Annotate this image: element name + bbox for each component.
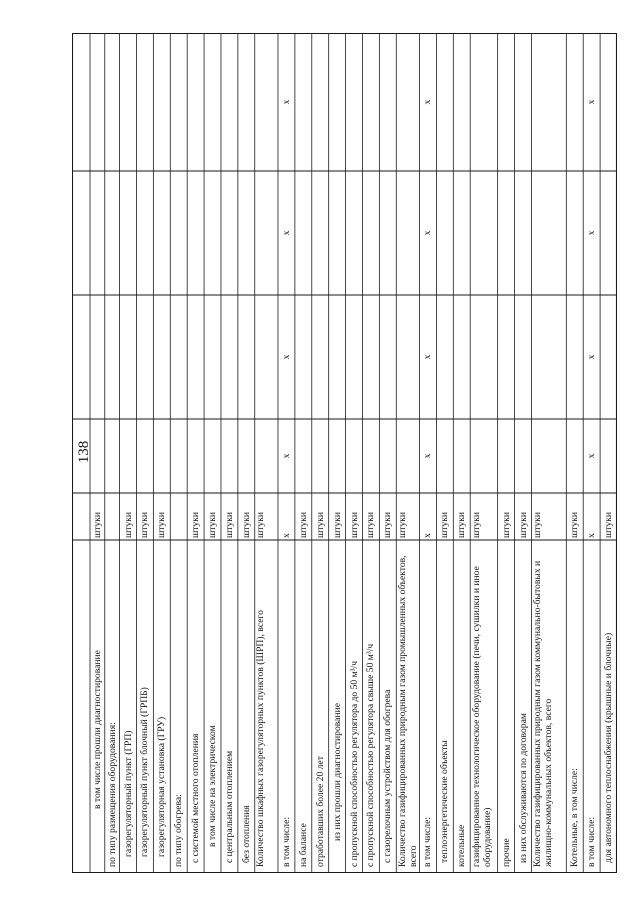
row-value: [603, 297, 617, 417]
row-value: [207, 35, 224, 169]
row-value: [501, 35, 518, 169]
row-value: [255, 35, 278, 169]
row-label: с центральным отоплением: [223, 750, 235, 863]
row-value: x: [422, 354, 434, 360]
row-value: x: [586, 99, 598, 105]
row-unit: штуки: [255, 511, 267, 538]
row-label: с пропускной способностью регулятора до 50 м³/ч: [348, 660, 360, 867]
row-unit: [107, 495, 122, 538]
row-unit: штуки: [207, 511, 218, 538]
row-label: Количество газифицированных природным газом коммунально-бытовых и жилищно-коммунальных объектов, всего: [531, 560, 554, 867]
row-unit: x: [422, 533, 434, 538]
row-unit: штуки: [500, 511, 512, 538]
row-value: [501, 297, 518, 417]
row-value: [397, 297, 420, 417]
row-label: в том числе:: [586, 816, 598, 867]
row-value: [349, 35, 366, 169]
row-value: [92, 35, 107, 169]
row-value: [397, 35, 420, 169]
row-value: [603, 35, 617, 169]
row-value: x: [422, 453, 434, 459]
row-unit: штуки: [240, 511, 252, 538]
row-value: [471, 35, 498, 169]
row-unit: штуки: [139, 511, 151, 538]
row-label: котельные: [456, 824, 468, 867]
row-value: [397, 421, 420, 491]
row-value: [349, 421, 366, 491]
row-unit: штуки: [382, 511, 394, 538]
row-value: [365, 173, 382, 293]
row-label: из них прошли диагностирование: [331, 703, 343, 841]
row-value: [532, 297, 567, 417]
row-value: [349, 297, 366, 417]
row-value: [569, 297, 586, 417]
row-value: [315, 35, 332, 169]
row-label: без отопления: [240, 805, 252, 863]
row-label: с системой местного отопления: [190, 733, 202, 863]
row-value: [439, 421, 456, 491]
row-unit: штуки: [314, 511, 326, 538]
row-label: Количество газифицированных природным газом промышленных объектов, всего: [396, 555, 419, 867]
row-value: [224, 173, 241, 293]
row-value: [123, 297, 140, 417]
row-label: по типу обогрева:: [173, 794, 185, 867]
row-value: x: [280, 354, 292, 360]
row-unit: штуки: [156, 511, 168, 538]
row-value: [190, 35, 207, 169]
row-value: [315, 421, 332, 491]
row-value: x: [586, 230, 598, 236]
row-value: [397, 173, 420, 293]
row-value: [190, 173, 207, 293]
row-value: [439, 173, 456, 293]
row-value: [255, 421, 278, 491]
row-value: [139, 421, 156, 491]
row-value: [569, 421, 586, 491]
row-value: [224, 421, 241, 491]
row-unit: штуки: [331, 511, 343, 538]
table-container: [72, 33, 617, 873]
row-value: [439, 297, 456, 417]
row-value: [107, 35, 122, 169]
row-unit: штуки: [603, 511, 615, 538]
row-value: x: [280, 230, 292, 236]
row-value: [439, 35, 456, 169]
row-value: [532, 421, 567, 491]
row-value: [92, 297, 107, 417]
row-value: [207, 421, 224, 491]
row-value: [139, 35, 156, 169]
row-unit: штуки: [297, 511, 309, 538]
row-value: [569, 35, 586, 169]
row-value: [471, 173, 498, 293]
row-value: [365, 35, 382, 169]
row-value: [173, 35, 190, 169]
row-value: [139, 173, 156, 293]
row-value: [603, 421, 617, 491]
row-value: [139, 297, 156, 417]
row-unit: x: [586, 533, 598, 538]
row-value: [92, 421, 107, 491]
page-number: 138: [76, 440, 92, 464]
row-value: [156, 35, 173, 169]
row-value: x: [422, 99, 434, 105]
row-label: по типу размещения оборудования:: [106, 722, 118, 867]
row-value: x: [586, 453, 598, 459]
row-label: теплоэнергетические объекты: [439, 740, 451, 863]
row-value: [207, 297, 224, 417]
row-unit: штуки: [456, 511, 468, 538]
row-unit: штуки: [396, 511, 408, 538]
row-label: Количество шкафных газорегуляторных пунктов (ШРП), всего: [255, 610, 267, 867]
row-value: [92, 173, 107, 293]
row-label: Котельные, в том числе:: [569, 768, 581, 867]
row-label: газорегуляторная установка (ГРУ): [156, 716, 168, 857]
row-value: x: [586, 354, 598, 360]
row-value: [298, 421, 315, 491]
row-value: [224, 297, 241, 417]
row-value: x: [280, 453, 292, 459]
row-value: [298, 35, 315, 169]
row-label: в том числе на электрическом: [207, 725, 218, 847]
row-value: [224, 35, 241, 169]
row-value: [315, 173, 332, 293]
row-value: [107, 173, 122, 293]
row-label: газифицированное технологическое оборудование (печи, сушилки и иное оборудование): [470, 566, 493, 867]
row-label: газорегуляторный пункт блочный (ГРПБ): [139, 687, 151, 857]
row-unit: штуки: [122, 511, 134, 538]
row-value: [107, 297, 122, 417]
row-unit: штуки: [348, 511, 360, 538]
row-value: [123, 173, 140, 293]
row-label: из них обслуживаются по договорам: [517, 713, 529, 863]
row-label: с газорелочным устройством для обогрева: [382, 689, 394, 863]
row-value: x: [280, 99, 292, 105]
row-unit: штуки: [190, 511, 202, 538]
row-value: [107, 421, 122, 491]
row-unit: штуки: [517, 511, 529, 538]
row-value: x: [422, 230, 434, 236]
row-value: [298, 297, 315, 417]
row-value: [365, 421, 382, 491]
row-value: [349, 173, 366, 293]
row-value: [156, 421, 173, 491]
row-value: [207, 173, 224, 293]
row-value: [501, 421, 518, 491]
row-value: [332, 421, 349, 491]
row-value: [332, 173, 349, 293]
row-label: с пропускной способностью регулятора свыше 50 м³/ч: [365, 643, 377, 867]
row-label: на балансе: [297, 823, 309, 867]
row-label: газорегуляторный пункт (ГРП): [122, 730, 134, 857]
row-value: [471, 297, 498, 417]
row-value: [315, 297, 332, 417]
row-value: [569, 173, 586, 293]
row-value: [156, 297, 173, 417]
row-value: [603, 173, 617, 293]
row-value: [123, 421, 140, 491]
row-value: [156, 173, 173, 293]
row-value: [532, 173, 567, 293]
row-unit: штуки: [531, 511, 543, 538]
row-unit: штуки: [223, 511, 235, 538]
row-value: [332, 297, 349, 417]
row-unit: [173, 495, 190, 538]
row-unit: штуки: [569, 511, 581, 538]
row-unit: штуки: [365, 511, 377, 538]
row-unit: x: [280, 533, 292, 538]
row-label: в том числе:: [422, 816, 434, 867]
row-value: [190, 297, 207, 417]
row-unit: штуки: [91, 511, 103, 538]
row-label: прочие: [500, 838, 512, 867]
row-unit: штуки: [439, 511, 451, 538]
row-value: [190, 421, 207, 491]
row-value: [471, 421, 498, 491]
row-unit: штуки: [470, 511, 482, 538]
row-value: [298, 173, 315, 293]
row-value: [123, 35, 140, 169]
row-value: [365, 297, 382, 417]
row-value: [173, 421, 190, 491]
row-value: [173, 173, 190, 293]
row-label: для автономного теплоснабжения (крышные и блочные): [603, 632, 615, 863]
row-value: [255, 173, 278, 293]
row-value: [173, 297, 190, 417]
row-label: отработавших более 20 лет: [314, 756, 326, 867]
row-value: [532, 35, 567, 169]
row-label: в том числе:: [280, 816, 292, 867]
row-value: [501, 173, 518, 293]
row-value: [255, 297, 278, 417]
row-label: в том числе прошли диагностирование: [91, 650, 103, 809]
rotated-table: [72, 33, 617, 873]
row-value: [332, 35, 349, 169]
